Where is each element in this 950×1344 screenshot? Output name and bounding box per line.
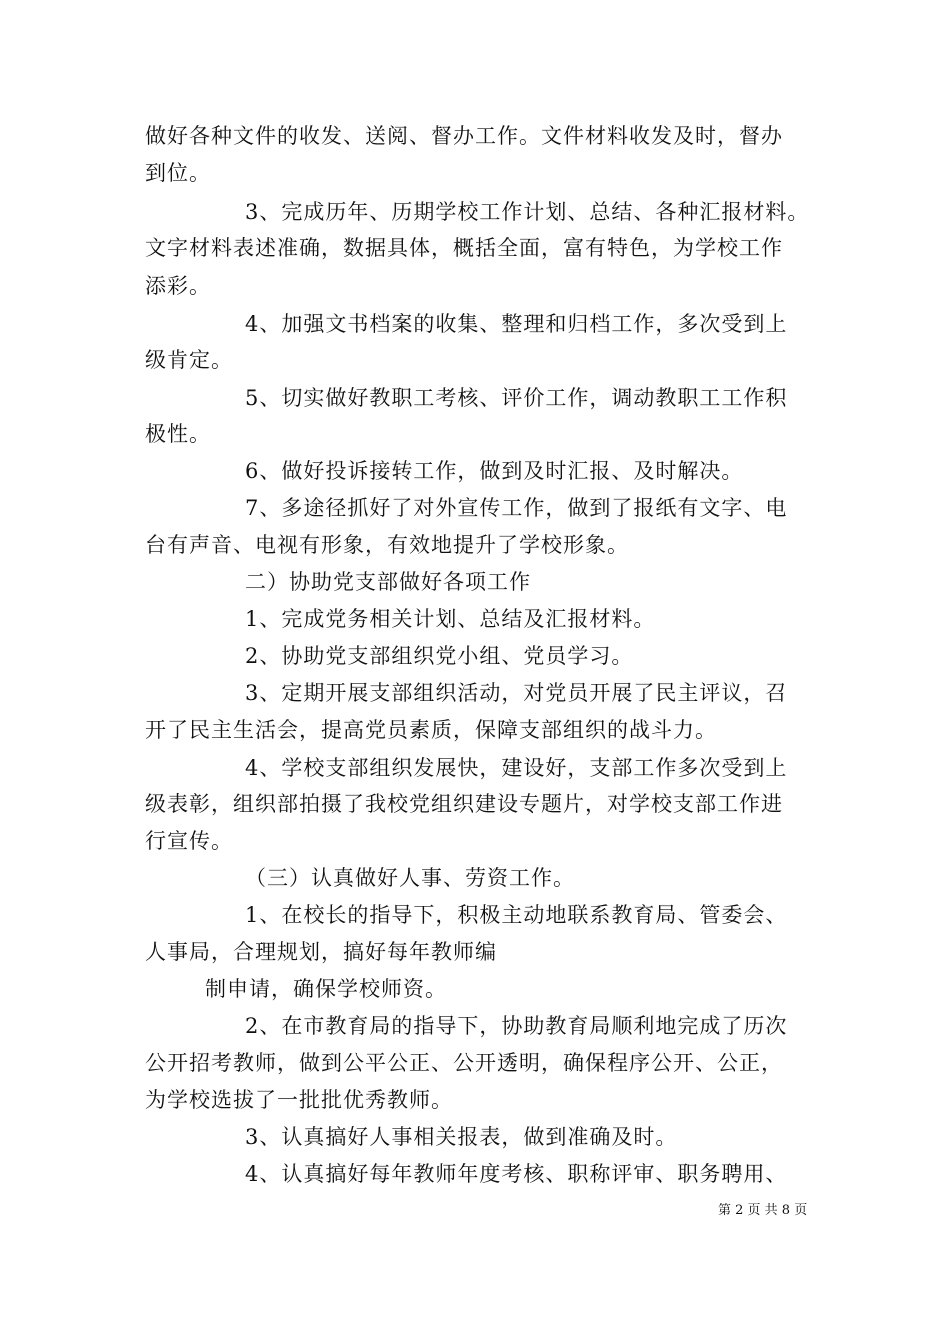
text-line: 文字材料表述准确，数据具体，概括全面，富有特色，为学校工作 xyxy=(145,236,783,260)
section-heading: （三）认真做好人事、劳资工作。 xyxy=(245,866,575,890)
text-line: 4、认真搞好每年教师年度考核、职称评审、职务聘用、 xyxy=(245,1162,788,1186)
text-line: 4、加强文书档案的收集、整理和归档工作，多次受到上 xyxy=(245,312,788,336)
text-line: 极性。 xyxy=(145,422,211,446)
text-line: 3、完成历年、历期学校工作计划、总结、各种汇报材料。 xyxy=(245,200,810,224)
text-line: 1、完成党务相关计划、总结及汇报材料。 xyxy=(245,607,656,631)
text-line: 3、定期开展支部组织活动，对党员开展了民主评议，召 xyxy=(245,681,788,705)
text-line: 级肯定。 xyxy=(145,348,233,372)
text-line: 5、切实做好教职工考核、评价工作，调动教职工工作积 xyxy=(245,386,788,410)
text-line: 1、在校长的指导下，积极主动地联系教育局、管委会、 xyxy=(245,903,788,927)
text-line: 6、做好投诉接转工作，做到及时汇报、及时解决。 xyxy=(245,459,744,483)
text-line: 人事局，合理规划，搞好每年教师编 xyxy=(145,940,497,964)
text-line: 3、认真搞好人事相关报表，做到准确及时。 xyxy=(245,1125,678,1149)
text-line: 台有声音、电视有形象，有效地提升了学校形象。 xyxy=(145,533,629,557)
text-line: 行宣传。 xyxy=(145,829,233,853)
text-line: 2、在市教育局的指导下，协助教育局顺利地完成了历次 xyxy=(245,1014,788,1038)
text-line: 2、协助党支部组织党小组、党员学习。 xyxy=(245,644,634,668)
text-line: 做好各种文件的收发、送阅、督办工作。文件材料收发及时，督办 xyxy=(145,124,783,148)
text-line: 4、学校支部组织发展快，建设好，支部工作多次受到上 xyxy=(245,756,788,780)
page-number: 第 2 页 共 8 页 xyxy=(718,1203,808,1218)
section-heading: 二）协助党支部做好各项工作 xyxy=(245,570,531,594)
text-line: 为学校选拔了一批批优秀教师。 xyxy=(145,1088,453,1112)
text-line: 制申请，确保学校师资。 xyxy=(205,977,447,1001)
text-line: 公开招考教师，做到公平公正、公开透明，确保程序公开、公正， xyxy=(145,1051,783,1075)
text-line: 开了民主生活会，提高党员素质，保障支部组织的战斗力。 xyxy=(145,718,717,742)
text-line: 级表彰，组织部拍摄了我校党组织建设专题片，对学校支部工作进 xyxy=(145,792,783,816)
text-line: 到位。 xyxy=(145,161,211,185)
text-line: 7、多途径抓好了对外宣传工作，做到了报纸有文字、电 xyxy=(245,496,788,520)
text-line: 添彩。 xyxy=(145,274,211,298)
